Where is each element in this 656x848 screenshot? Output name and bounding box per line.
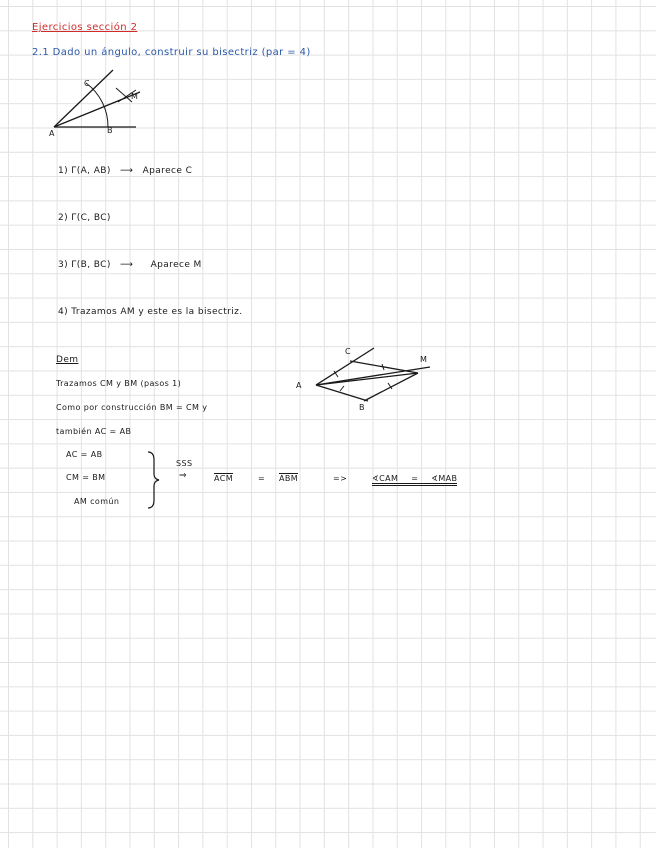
step-3-text: 3) Γ(B, BC)	[58, 260, 111, 270]
triangle-abm-label: ABM	[279, 474, 299, 483]
right-brace-icon	[146, 450, 160, 510]
fig2-label-a: A	[296, 381, 302, 390]
condition-2: CM = BM	[66, 473, 106, 482]
demo-heading: Dem	[56, 355, 79, 365]
fig1-label-a: A	[49, 129, 55, 138]
fig2-label-c: C	[345, 347, 351, 356]
page-title: Ejercicios sección 2	[32, 22, 138, 33]
step-3-result: Aparece M	[150, 260, 202, 270]
construction-figure-1	[40, 66, 160, 146]
step-1-text: 1) Γ(A, AB)	[58, 166, 111, 176]
fig2-label-b: B	[359, 403, 365, 412]
triangle-acm	[214, 474, 233, 483]
fig2-label-m: M	[420, 355, 427, 364]
step-4	[58, 307, 243, 317]
condition-1: AC = AB	[66, 450, 103, 459]
conclusion	[372, 474, 457, 486]
demo-line-3: también AC = AB	[56, 427, 132, 436]
right-arrow-icon: ⟶	[120, 260, 134, 270]
criterion-label: SSS	[176, 459, 193, 468]
fig1-label-m: M	[131, 92, 138, 101]
implies-icon: ⇒	[179, 471, 187, 481]
fig1-label-b: B	[107, 126, 113, 135]
fig1-label-c: C	[84, 79, 90, 88]
right-arrow-icon: ⟶	[120, 166, 134, 176]
triangle-acm-label: ACM	[214, 474, 234, 483]
conclusion-left: ∢CAM	[372, 474, 399, 483]
triangle-abm	[279, 474, 298, 483]
construction-figure-2	[300, 345, 440, 415]
therefore-arrow: =>	[333, 474, 348, 483]
condition-3: AM común	[74, 497, 120, 506]
conclusion-sign: =	[411, 474, 419, 483]
conclusion-right: ∢MAB	[431, 474, 458, 483]
problem-statement: 2.1 Dado un ángulo, construir su bisectriz (par = 4)	[32, 47, 311, 58]
step-2	[58, 213, 111, 223]
step-1	[58, 166, 192, 176]
step-2-text: 2) Γ(C, BC)	[58, 213, 111, 223]
demo-line-2: Como por construcción BM = CM y	[56, 403, 208, 412]
step-4-text: 4) Trazamos AM y este es la bisectriz.	[58, 307, 243, 317]
step-1-result: Aparece C	[142, 166, 193, 176]
congruent-sign: =	[258, 474, 266, 483]
demo-line-1: Trazamos CM y BM (pasos 1)	[56, 379, 182, 388]
step-3	[58, 260, 202, 270]
